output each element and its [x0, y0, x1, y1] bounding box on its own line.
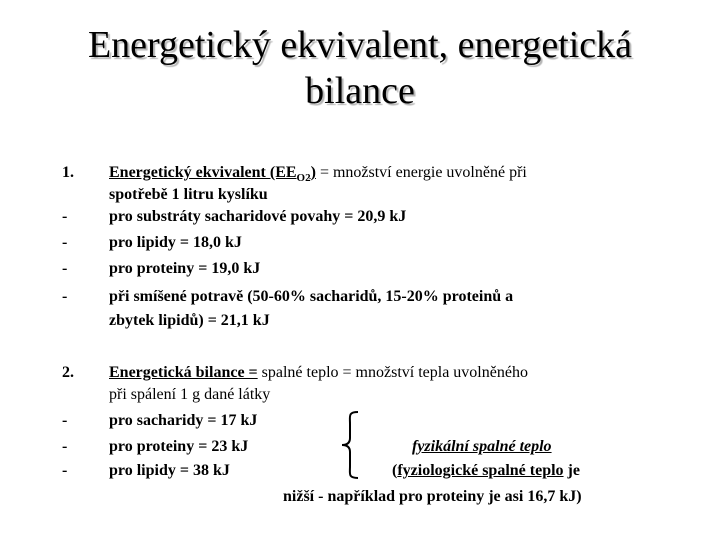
- section1-heading-line2: spotřebě 1 litru kyslíku: [109, 186, 268, 203]
- list-item: [0, 206, 720, 228]
- section2-heading-row: [0, 362, 720, 384]
- list-item-text: pro sacharidy = 17 kJ: [109, 412, 258, 429]
- curly-brace-icon: [330, 410, 370, 480]
- list-marker: -: [62, 234, 68, 251]
- list-item-text: zbytek lipidů) = 21,1 kJ: [109, 312, 270, 329]
- list-item-text: pro lipidy = 38 kJ: [109, 462, 230, 479]
- list-item: [0, 286, 720, 308]
- note-physiological-heat: fyziologické spalné teplo: [397, 462, 564, 479]
- list-item-text: pro proteiny = 23 kJ: [109, 438, 249, 455]
- list-item-text: pro proteiny = 19,0 kJ: [109, 260, 261, 277]
- list-item-text: pro lipidy = 18,0 kJ: [109, 234, 242, 251]
- section1-heading-rest: = množství energie uvolněné při: [315, 164, 527, 181]
- list-item-text: pro substráty sacharidové povahy = 20,9 kJ: [109, 208, 407, 225]
- section2-heading-line2: při spálení 1 g dané látky: [109, 386, 271, 403]
- section1-heading-subscript: O2: [296, 172, 311, 184]
- note-line2: nižší - například pro proteiny je asi 16,7 kJ): [283, 488, 582, 505]
- list-marker: -: [62, 260, 68, 277]
- list-marker: -: [62, 462, 68, 479]
- section1-number: 1.: [62, 164, 74, 181]
- section2-heading: Energetická bilance =: [109, 364, 258, 381]
- list-marker: -: [62, 208, 68, 225]
- page-title: [0, 22, 720, 114]
- list-marker: -: [62, 412, 68, 429]
- section2-number: 2.: [62, 364, 74, 381]
- section1-heading: Energetický ekvivalent $(EE_{O2})$: [109, 164, 316, 184]
- section1-heading-line2-row: [0, 184, 720, 206]
- section2-heading-line2-row: [0, 384, 720, 406]
- list-item: [0, 258, 720, 280]
- section2-heading-rest: spalné teplo = množství tepla uvolněného: [257, 364, 528, 381]
- note-physical-heat: fyzikální spalné teplo: [412, 438, 552, 455]
- title-line-1: Energetický ekvivalent, energetická: [87, 24, 633, 66]
- title-line-2: bilance: [305, 70, 415, 112]
- section1-heading-row: [0, 162, 720, 184]
- list-marker: -: [62, 438, 68, 455]
- list-marker: -: [62, 288, 68, 305]
- list-item-continuation: [0, 310, 720, 332]
- list-item: [0, 232, 720, 254]
- list-item-text: při smíšené potravě (50-60% sacharidů, 15-20% proteinů a: [109, 288, 514, 305]
- note-physiological-row: (fyziologické spalné teplo je: [392, 462, 580, 479]
